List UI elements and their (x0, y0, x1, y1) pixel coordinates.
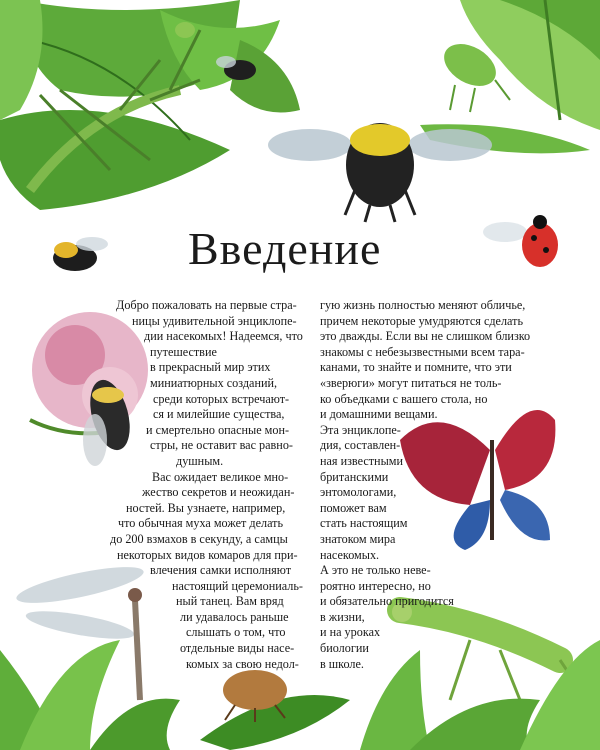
text-line: что обычная муха может делать (118, 516, 284, 531)
text-line: жество секретов и неожидан- (142, 485, 295, 500)
ladybug-icon (483, 215, 558, 267)
text-line: знатоком мира (320, 531, 396, 546)
text-line: Добро пожаловать на первые стра- (116, 298, 297, 312)
text-line: в жизни, (320, 609, 365, 624)
text-line: путешествие (150, 344, 217, 359)
text-line: ностей. Вы узнаете, например, (126, 500, 286, 515)
page-title: Введение (188, 223, 382, 274)
text-line: дия, составлен- (320, 438, 401, 453)
text-line: настоящий церемониаль- (172, 578, 303, 593)
text-line: поможет вам (320, 500, 387, 515)
text-line: в школе. (320, 656, 364, 671)
text-line: насекомых. (320, 547, 380, 562)
text-column-left (0, 298, 303, 672)
text-line: ный танец. Вам вряд (176, 594, 284, 609)
text-line: роятно интересно, но (320, 578, 431, 593)
text-line: ко объедками с вашего стола, но (320, 391, 488, 406)
text-line: некоторых видов комаров для при- (117, 547, 298, 562)
text-line: среди которых встречают- (153, 391, 290, 406)
text-line: знакомы с небезызвестными всем тара- (320, 344, 525, 359)
text-line: стры, не оставит вас равно- (150, 438, 293, 453)
text-line: влечения самки исполняют (150, 563, 292, 578)
text-line: миниатюрных созданий, (150, 375, 278, 390)
text-line: дии насекомых! Надеемся, что (144, 329, 303, 344)
text-line: ная известными (320, 453, 403, 468)
text-line: в прекрасный мир этих (150, 360, 271, 375)
text-line: и домашними вещами. (320, 407, 438, 422)
text-line: Вас ожидает великое мно- (152, 469, 289, 484)
text-line: стать настоящим (320, 516, 408, 531)
text-line: слышать о том, что (186, 625, 286, 640)
text-line: это дважды. Если вы не слишком близко (320, 329, 531, 344)
text-line: отдельные виды насе- (180, 641, 295, 656)
text-line: ницы удивительной энциклопе- (132, 313, 297, 328)
text-line: до 200 взмахов в секунду, а самцы (110, 531, 288, 546)
small-bee-icon (53, 237, 108, 271)
text-line: комых за свою недол- (186, 656, 299, 671)
text-line: канами, то знайте и помните, что эти (320, 360, 512, 375)
text-line: гую жизнь полностью меняют обличье, (320, 298, 526, 312)
text-line: энтомологами, (320, 485, 397, 500)
text-line: британскими (320, 469, 389, 484)
text-line: «зверюги» могут питаться не толь- (320, 375, 502, 390)
text-line: А это не только неве- (320, 563, 431, 578)
text-line: причем некоторые умудряются сделать (320, 313, 524, 328)
text-line: и на уроках (320, 625, 381, 640)
bumblebee-icon (268, 123, 492, 222)
text-line: и смертельно опасные мон- (146, 422, 290, 437)
text-line: ли удавалось раньше (180, 609, 289, 624)
text-line: и обязательно пригодится (320, 594, 454, 609)
text-line: Эта энциклопе- (320, 422, 401, 437)
text-line: биологии (320, 641, 369, 656)
text-line: душным. (176, 453, 224, 468)
text-line: ся и милейшие существа, (153, 407, 285, 422)
text-column-right (320, 298, 590, 672)
